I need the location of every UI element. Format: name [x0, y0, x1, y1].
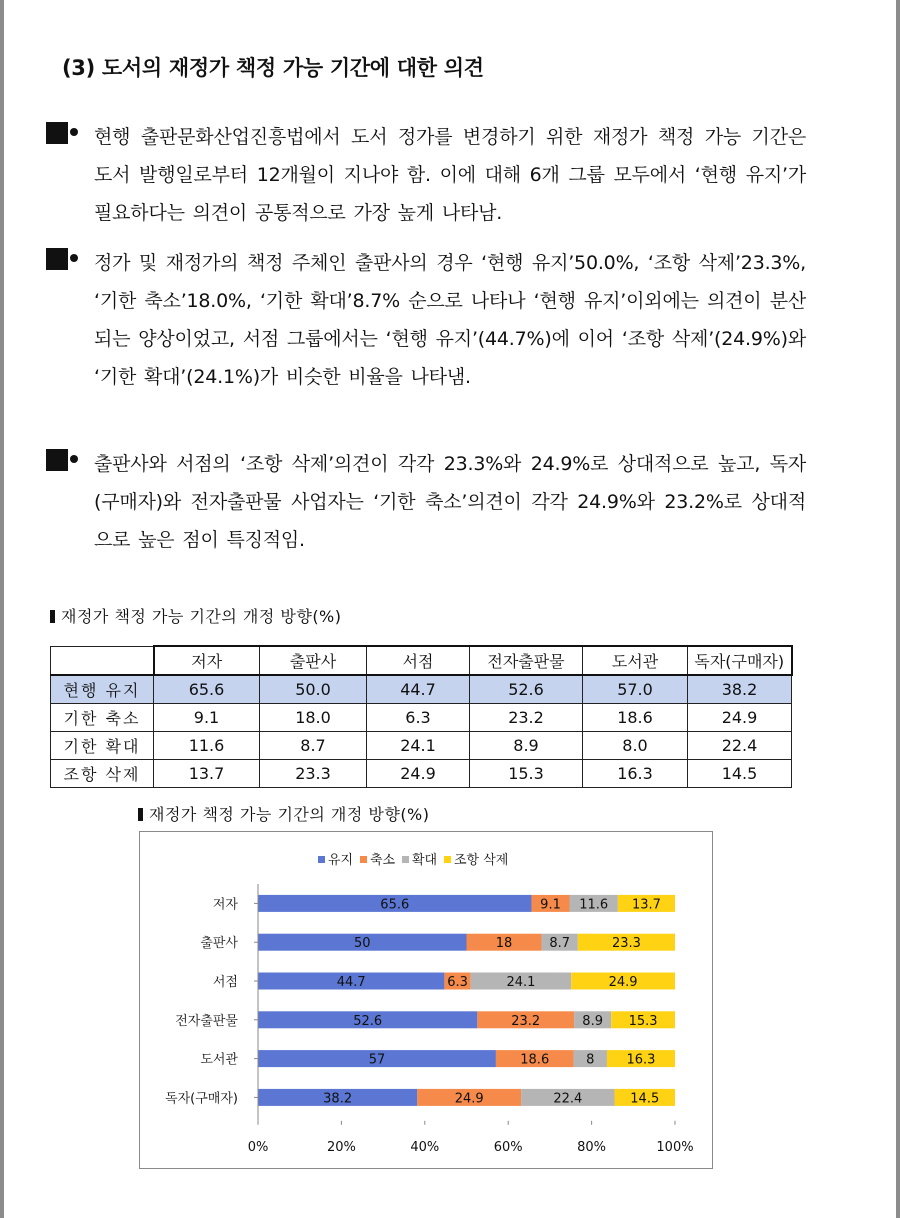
data-label: 23.3 — [611, 936, 641, 952]
table-cell: 13.7 — [154, 760, 260, 788]
x-tick-label: 40% — [410, 1139, 440, 1155]
table-row — [51, 675, 792, 704]
legend-swatch — [318, 856, 325, 863]
category-label: 독자(구매자) — [165, 1091, 238, 1107]
data-label: 15.3 — [628, 1013, 658, 1029]
table-header-cell: 출판사 — [260, 646, 367, 675]
data-label: 65.6 — [380, 897, 410, 913]
data-label: 24.1 — [506, 975, 536, 990]
x-tick-label: 0% — [247, 1139, 269, 1155]
table-row-label: 조항 삭제 — [51, 760, 154, 788]
data-label: 18 — [495, 936, 513, 952]
section-title: (3) 도서의 재정가 책정 가능 기간에 대한 의견 — [62, 56, 484, 80]
x-tick-label: 60% — [493, 1139, 523, 1155]
page-edge-left — [0, 0, 4, 1218]
category-label: 저자 — [212, 897, 238, 913]
table-header-cell: 도서관 — [583, 646, 688, 675]
page-edge-right — [896, 0, 900, 1218]
data-label: 50 — [353, 936, 371, 952]
table-caption — [50, 604, 342, 627]
table-row-label: 현행 유지 — [51, 675, 154, 704]
table-cell: 24.9 — [367, 760, 470, 788]
data-label: 38.2 — [323, 1091, 353, 1107]
table-header-cell: 독자(구매자) — [688, 646, 792, 675]
bullet-marker-icon — [46, 248, 68, 270]
x-tick-label: 80% — [577, 1139, 607, 1155]
table-cell: 9.1 — [154, 704, 260, 732]
table-caption-text: 재정가 책정 가능 기간의 개정 방향(%) — [61, 607, 342, 626]
table-cell: 8.0 — [583, 732, 688, 760]
bullet-item-2 — [46, 244, 806, 396]
table-cell: 44.7 — [367, 675, 470, 704]
table-cell: 50.0 — [260, 675, 367, 704]
category-label: 서점 — [212, 975, 238, 990]
table-header-row — [51, 646, 792, 675]
data-label: 8.9 — [582, 1013, 603, 1029]
bullet-text: 출판사와 서점의 ‘조항 삭제’의견이 각각 23.3%와 24.9%로 상대적으로 높고, 독자(구매자)와 전자출판물 사업자는 ‘기한 축소’의견이 각각 24.9%와 23.2%로 상대적으로 높은 점이 특징적임. — [94, 453, 806, 551]
table-cell: 24.9 — [688, 704, 792, 732]
data-label: 23.2 — [511, 1013, 541, 1029]
x-tick-label: 100% — [656, 1139, 694, 1155]
chart-bars — [258, 895, 675, 1107]
data-label: 11.6 — [579, 897, 609, 913]
legend-label: 확대 — [412, 853, 438, 868]
data-label: 18.6 — [520, 1052, 550, 1068]
data-label: 44.7 — [336, 975, 366, 990]
data-label: 8.7 — [549, 936, 571, 952]
bullet-text: 정가 및 재정가의 책정 주체인 출판사의 경우 ‘현행 유지’50.0%, ‘조항 삭제’23.3%, ‘기한 축소’18.0%, ‘기한 확대’8.7% 순으로 나타나 ‘현행 유지’이외에는 의견이 분산되는 양상이었고, 서점 그룹에서는 ‘현행 유지’(44.7%)에 이어 ‘조항 삭제’(24.9%)와 ‘기한 확대’(24.1%)가 비슷한 비율을 나타냄. — [94, 252, 806, 388]
table-cell: 38.2 — [688, 675, 792, 704]
table-header-cell: 서점 — [367, 646, 470, 675]
table-header-cell: 저자 — [154, 646, 260, 675]
table-corner-cell — [51, 646, 154, 675]
table-cell: 11.6 — [154, 732, 260, 760]
legend-swatch — [444, 856, 451, 863]
caption-square-icon — [50, 610, 55, 623]
data-label: 13.7 — [631, 897, 661, 913]
table-row-label: 기한 축소 — [51, 704, 154, 732]
data-label: 52.6 — [353, 1013, 383, 1029]
bullet-marker-icon — [46, 122, 68, 144]
table-cell: 16.3 — [583, 760, 688, 788]
chart-frame — [139, 831, 713, 1169]
opinion-table — [50, 645, 793, 788]
table-cell: 6.3 — [367, 704, 470, 732]
bullet-marker-icon — [46, 449, 68, 471]
data-label: 57 — [368, 1052, 386, 1068]
table-cell: 22.4 — [688, 732, 792, 760]
caption-square-icon — [138, 808, 143, 821]
bullet-text: 현행 출판문화산업진흥법에서 도서 정가를 변경하기 위한 재정가 책정 가능 기간은 도서 발행일로부터 12개월이 지나야 함. 이에 대해 6개 그룹 모두에서 ‘현행 유지’가 필요하다는 의견이 공통적으로 가장 높게 나타남. — [94, 126, 806, 224]
stacked-bar-chart — [140, 832, 712, 1168]
table-cell: 8.9 — [470, 732, 583, 760]
table-cell: 57.0 — [583, 675, 688, 704]
table-row — [51, 732, 792, 760]
category-label: 전자출판물 — [175, 1013, 238, 1029]
table-cell: 23.2 — [470, 704, 583, 732]
legend-label: 유지 — [328, 853, 354, 868]
x-tick-label: 20% — [326, 1139, 356, 1155]
table-cell: 8.7 — [260, 732, 367, 760]
data-label: 16.3 — [626, 1052, 656, 1068]
table-row — [51, 760, 792, 788]
table-cell: 24.1 — [367, 732, 470, 760]
category-label: 도서관 — [200, 1052, 238, 1068]
legend-label: 축소 — [370, 853, 396, 868]
table-cell: 18.6 — [583, 704, 688, 732]
table-cell: 23.3 — [260, 760, 367, 788]
bullet-item-1 — [46, 118, 806, 232]
legend-swatch — [360, 856, 367, 863]
data-label: 8 — [586, 1052, 595, 1068]
bullet-item-3 — [46, 445, 806, 559]
table-cell: 52.6 — [470, 675, 583, 704]
chart-legend — [318, 852, 508, 868]
chart-caption-text: 재정가 책정 가능 기간의 개정 방향(%) — [149, 805, 430, 824]
legend-label: 조항 삭제 — [454, 853, 509, 868]
data-label: 9.1 — [540, 897, 561, 913]
category-label: 출판사 — [200, 936, 238, 952]
table-row-label: 기한 확대 — [51, 732, 154, 760]
table-row — [51, 704, 792, 732]
chart-category-labels — [165, 896, 258, 1106]
data-label: 14.5 — [630, 1091, 660, 1107]
data-label: 24.9 — [608, 975, 638, 990]
table-cell: 14.5 — [688, 760, 792, 788]
data-label: 24.9 — [454, 1091, 484, 1107]
table-header-cell: 전자출판물 — [470, 646, 583, 675]
table-cell: 65.6 — [154, 675, 260, 704]
data-label: 22.4 — [553, 1091, 583, 1107]
legend-swatch — [402, 856, 409, 863]
table-cell: 15.3 — [470, 760, 583, 788]
chart-caption — [138, 802, 430, 825]
table-cell: 18.0 — [260, 704, 367, 732]
data-label: 6.3 — [447, 975, 468, 990]
